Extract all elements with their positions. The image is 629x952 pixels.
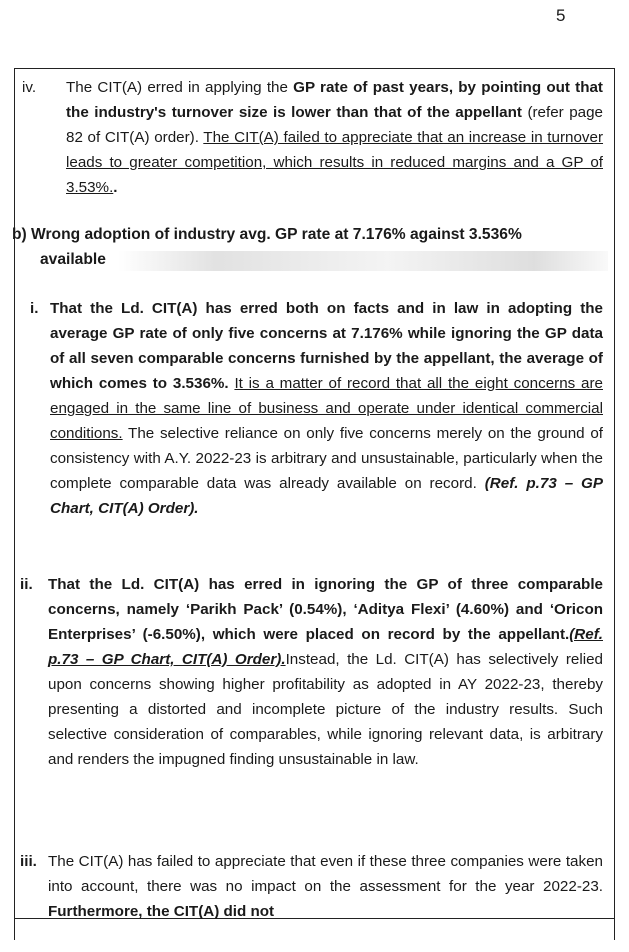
ground-i-text: [50, 296, 603, 521]
ground-iii-text-part: The CIT(A) has failed to appreciate that even if these three companies were taken into account, there was no impact on the assessment for the year 2022-23.: [48, 853, 603, 895]
ground-iv-text-part: (refer page 82 of CIT(A) order).: [66, 104, 603, 146]
ground-ii-text-part: Instead, the Ld. CIT(A) has selectively relied upon concerns showing higher profitability as adopted in AY 2022-23, thereby presenting a distorted and incomplete picture of the industry results. Such selective consideration of comparables, while ignoring relevant data, is arbitrary and renders the impugned finding unsustainable in law.: [48, 651, 603, 768]
top-border-line: [14, 68, 615, 69]
ground-i-reference: (Ref. p.73 – GP Chart, CIT(A) Order).: [50, 475, 603, 517]
ground-ii-text: [48, 572, 603, 772]
ground-iv-underlined-text: The CIT(A) failed to appreciate that an increase in turnover leads to greater competition, which results in reduced margins and a GP of 3.53%.: [66, 129, 604, 196]
scan-smudge: [118, 251, 608, 271]
ground-iv-number: iv.: [22, 79, 37, 96]
ground-iv-text: [66, 75, 603, 200]
ground-ii-paragraph: [20, 572, 603, 772]
ground-iv-text-part: The CIT(A) erred in applying the: [66, 79, 294, 96]
ground-iv-paragraph: [22, 75, 604, 200]
page-number: 5: [556, 6, 566, 25]
section-b-heading-line1: b) Wrong adoption of industry avg. GP rate at 7.176% against 3.536%: [12, 226, 522, 243]
ground-ii-reference: (Ref. p.73 – GP Chart, CIT(A) Order).: [48, 626, 603, 668]
ground-iii-text: [48, 849, 603, 924]
ground-iii-number: iii.: [20, 853, 37, 870]
right-border-line: [614, 68, 615, 940]
ground-i-underlined-text: It is a matter of record that all the eight concerns are engaged in the same line of business and operate under identical commercial conditions.: [50, 375, 603, 442]
ground-ii-number: ii.: [20, 576, 33, 593]
ground-iv-text-end: .: [113, 179, 118, 196]
ground-i-text-part: The selective reliance on only five concerns merely on the ground of consistency with A.Y. 2022-23 is arbitrary and unsustainable, particularly when the complete comparable data was already available on record.: [50, 425, 603, 492]
left-border-line: [14, 68, 15, 940]
ground-i-paragraph: [30, 296, 603, 521]
ground-i-bold-text: That the Ld. CIT(A) has erred both on facts and in law in adopting the average GP rate of only five concerns at 7.176% while ignoring the GP data of all seven comparable concerns furnished by the appellant, the average of which comes to 3.536%.: [50, 300, 603, 392]
ground-ii-bold-text: That the Ld. CIT(A) has erred in ignoring the GP of three comparable concerns, namely ‘Parikh Pack’ (0.54%), ‘Aditya Flexi’ (4.60%) and ‘Oricon Enterprises’ (-6.50%), which were placed on record by the appellant.: [48, 576, 603, 643]
ground-i-number: i.: [30, 300, 39, 317]
section-b-heading-line2: available: [40, 251, 106, 268]
ground-iv-bold-text: GP rate of past years, by pointing out that the industry's turnover size is lower than that of the appellant: [66, 79, 603, 121]
ground-iii-bold-text: Furthermore, the CIT(A) did not: [48, 903, 275, 920]
ground-iii-paragraph: [20, 849, 603, 924]
